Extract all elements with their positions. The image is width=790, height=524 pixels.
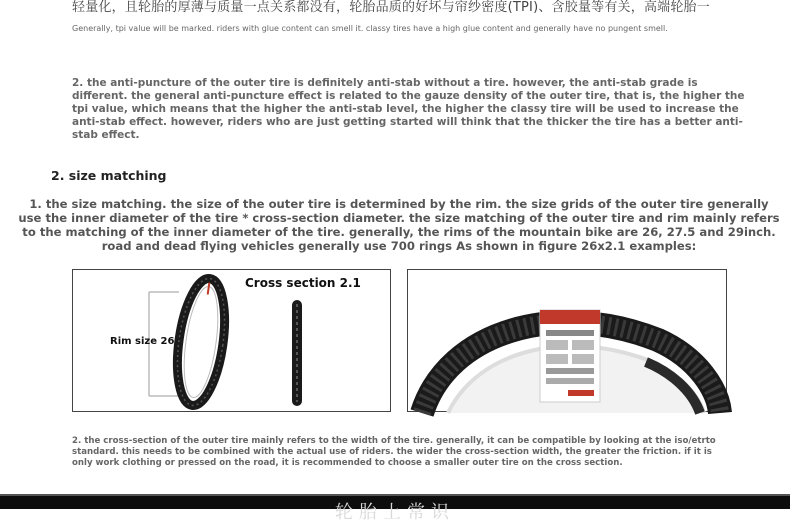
tire-side-view bbox=[170, 276, 231, 409]
cross-section-label: Cross section 2.1 bbox=[245, 276, 361, 290]
intro-chinese-line: 轻量化，且轮胎的厚薄与质量一点关系都没有，轮胎品质的好坏与帘纱密度(TPI)、含胶量等有关，高端轮胎一 bbox=[72, 0, 710, 15]
product-label-card bbox=[540, 310, 600, 402]
tire-size-diagram bbox=[72, 269, 391, 412]
tire-photo-svg bbox=[408, 270, 728, 413]
size-matching-paragraph: 1. the size matching. the size of the outer tire is determined by the rim. the size grids of the outer tire generally use the inner diameter of the tire * cross-section diameter. the size matching of the outer tire and rim mainly refers to the matching of the inner diameter of the tire. generally, the rims of the mountain bike are 26, 27.5 and 29inch. road and dead flying vehicles generally use 700 rings As shown in figure 26x2.1 examples: bbox=[18, 197, 780, 253]
size-matching-heading: 2. size matching bbox=[51, 168, 167, 183]
cross-section-note: 2. the cross-section of the outer tire mainly refers to the width of the tire. generally, it can be compatible by looking at the iso/etrto standard. this needs to be combined with the actual use of riders. the wider the cross-section width, the greater the friction. if it is only work clothing or pressed on the road, it is recommended to choose a smaller outer tire on the cross section. bbox=[72, 436, 716, 468]
footer-title: 轮胎上常识 bbox=[335, 502, 455, 523]
tire-front-view bbox=[292, 300, 302, 406]
anti-puncture-paragraph: 2. the anti-puncture of the outer tire is definitely anti-stab without a tire. however, the anti-stab grade is different. the general anti-puncture effect is related to the gauze density of the outer tire, that is, the higher the tpi value, which means that the higher the anti-stab level, the higher the classy tire will be used to increase the anti-stab effect. however, riders who are just getting started will think that the thicker the tire has a better anti-stab effect. bbox=[72, 77, 745, 141]
intro-english-note: Generally, tpi value will be marked. riders with glue content can smell it. classy tires have a high glue content and generally have no pungent smell. bbox=[72, 24, 668, 33]
footer-section-banner bbox=[0, 494, 790, 523]
tire-photo bbox=[407, 269, 727, 412]
rim-size-label: Rim size 26 bbox=[110, 336, 175, 347]
